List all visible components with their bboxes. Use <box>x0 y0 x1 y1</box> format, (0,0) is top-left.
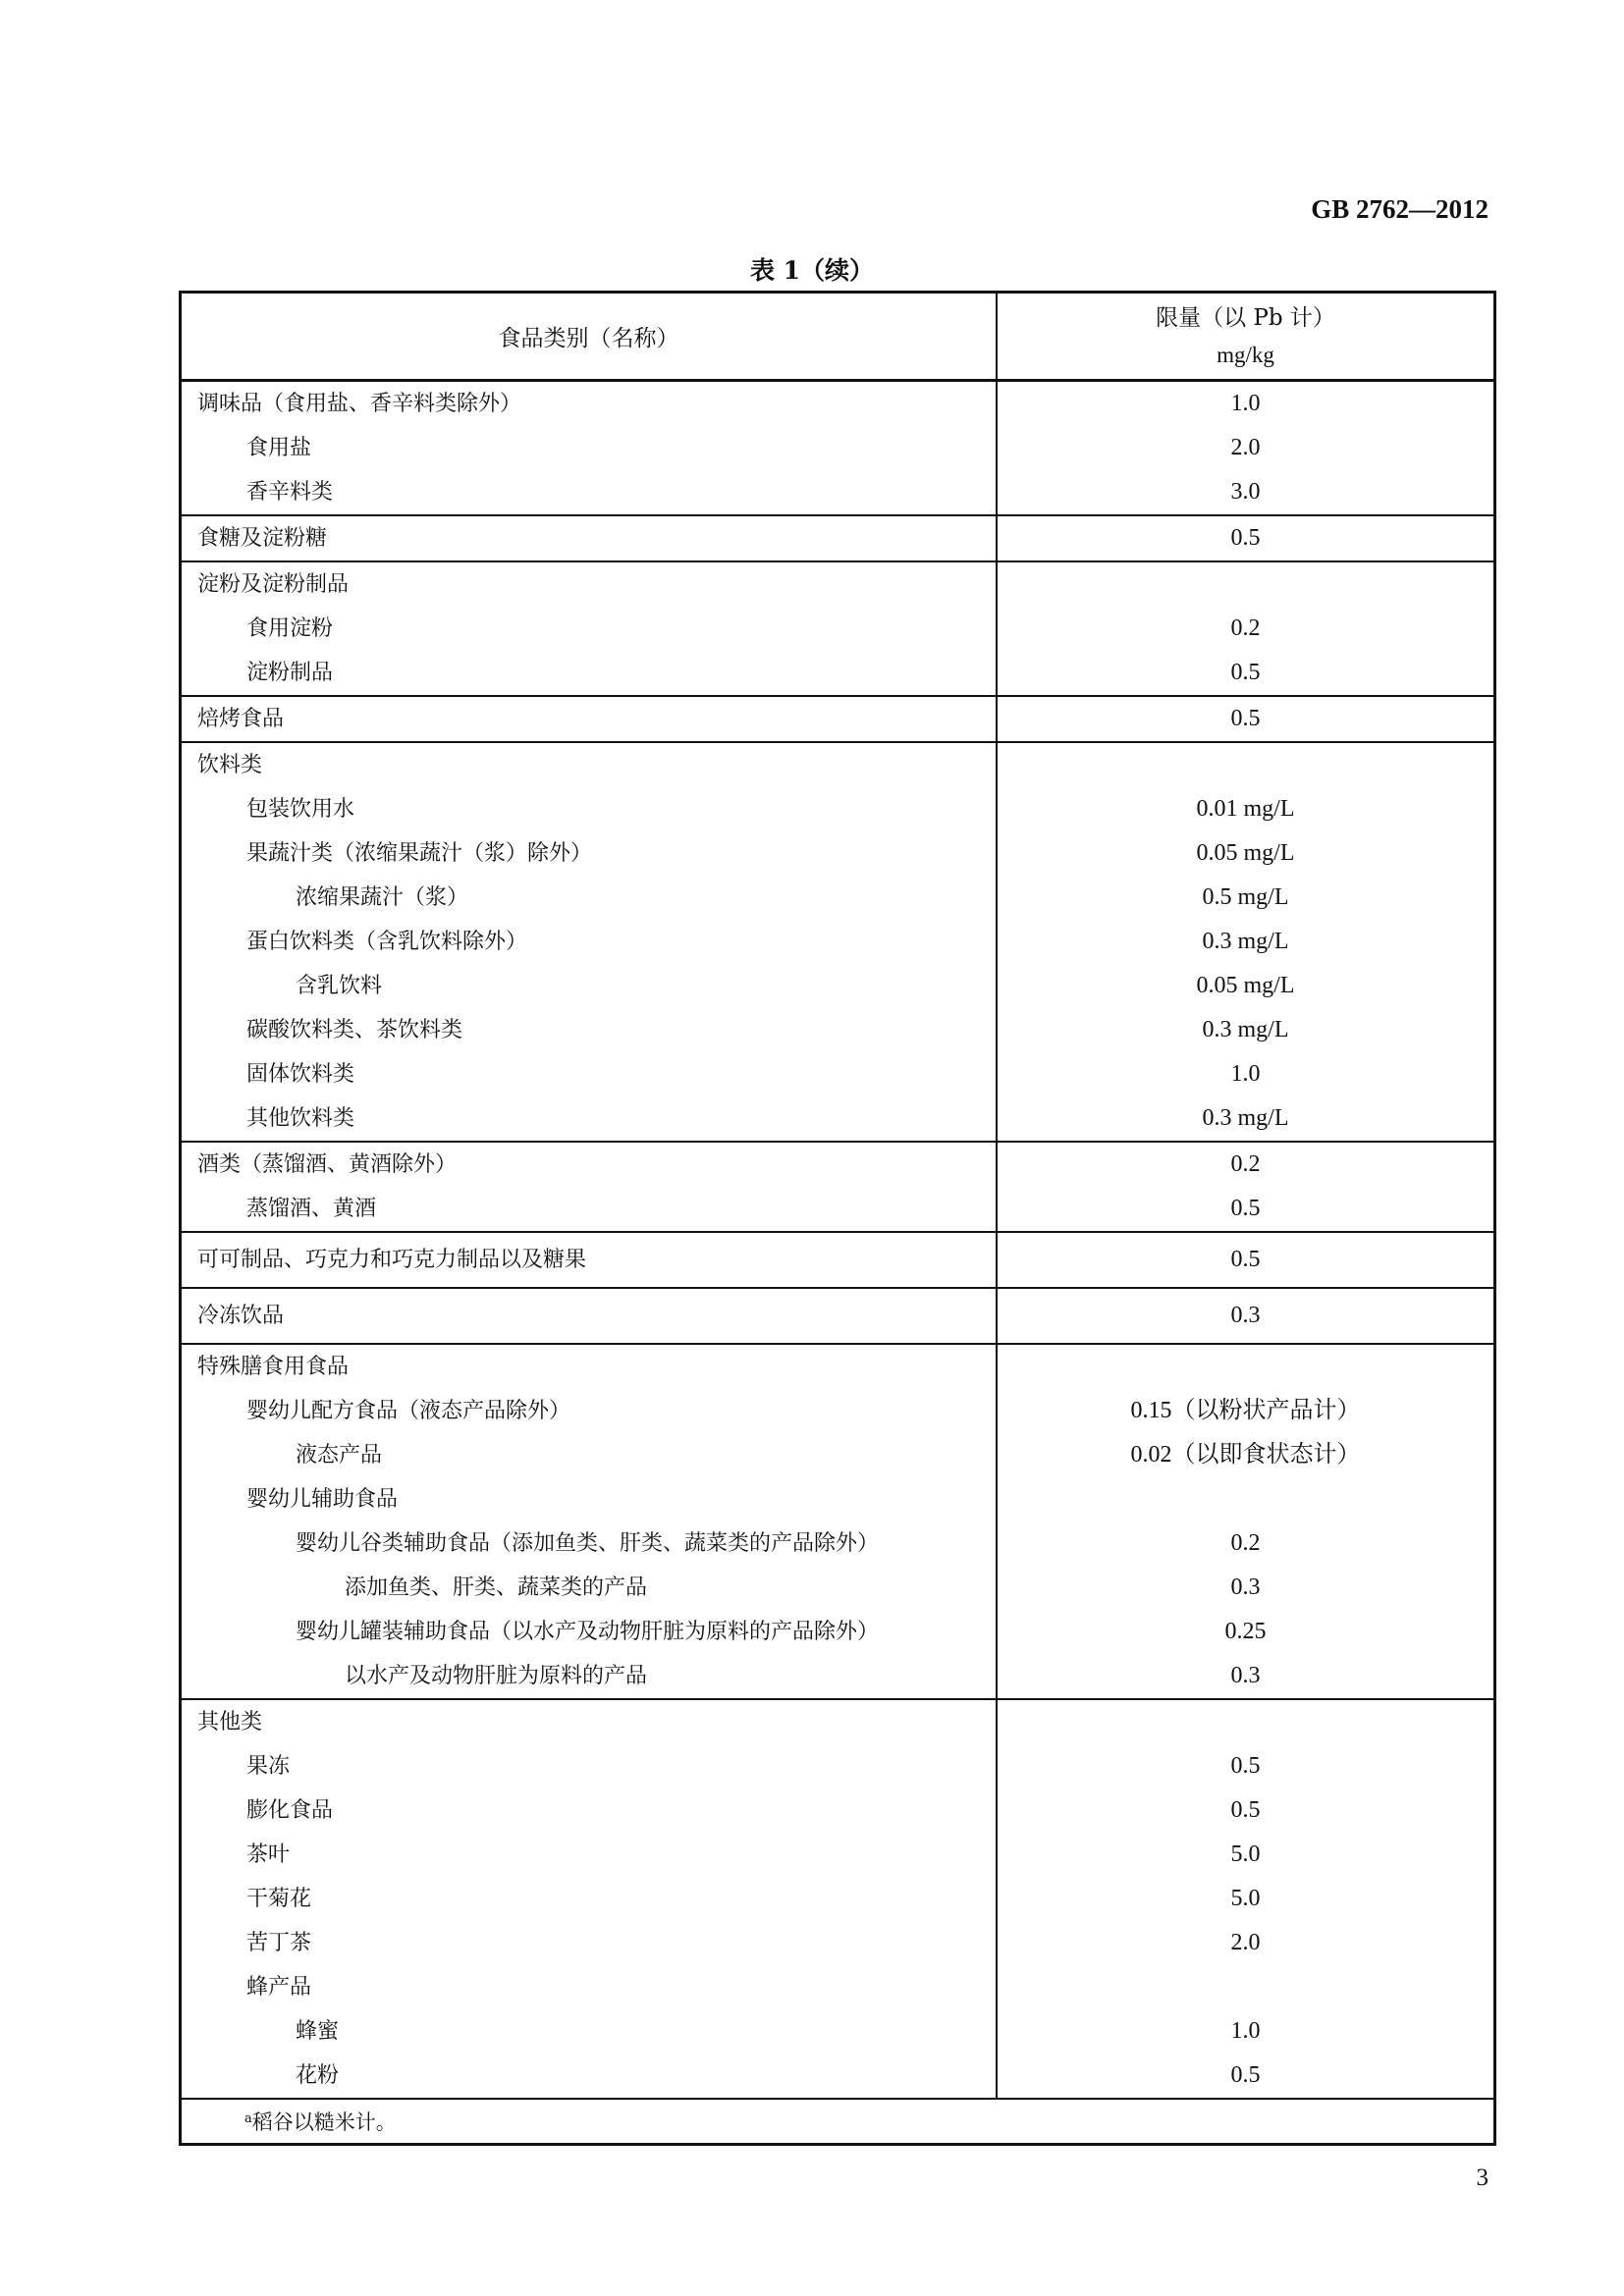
food-category: 蜂产品 <box>246 1975 312 2000</box>
table-row <box>181 1699 1495 1744</box>
table-group <box>181 696 1495 742</box>
table-row <box>181 1833 1495 1877</box>
limit-value: 2.0 <box>1230 435 1261 460</box>
food-category: 苦丁茶 <box>246 1931 312 1955</box>
table-row <box>181 742 1495 787</box>
limit-value: 0.3 mg/L <box>1202 1105 1289 1131</box>
limit-value: 0.05 mg/L <box>1196 840 1295 866</box>
limit-value: 0.2 <box>1230 1151 1261 1177</box>
limit-value: 0.5 <box>1230 2062 1261 2088</box>
table-group <box>181 561 1495 696</box>
food-category: 含乳饮料 <box>296 974 383 998</box>
food-category: 食用淀粉 <box>246 616 334 641</box>
food-category: 花粉 <box>296 2063 340 2088</box>
food-category: 蛋白饮料类（含乳饮料除外） <box>246 930 528 954</box>
limit-value: 0.3 <box>1230 1575 1261 1600</box>
food-category: 包装饮用水 <box>246 797 355 822</box>
limit-value: 0.3 <box>1230 1303 1261 1328</box>
header-limit-unit: mg/kg <box>1217 342 1274 367</box>
table-row <box>181 561 1495 607</box>
food-category: 食用盐 <box>246 436 312 460</box>
lead-limit-table <box>179 291 1496 2146</box>
food-category: 香辛料类 <box>246 480 334 505</box>
table-row <box>181 470 1495 515</box>
food-category: 可可制品、巧克力和巧克力制品以及糖果 <box>197 1248 587 1272</box>
food-category: 以水产及动物肝脏为原料的产品 <box>345 1664 648 1688</box>
food-category: 酒类（蒸馏酒、黄酒除外） <box>197 1152 458 1177</box>
table-row <box>181 1610 1495 1654</box>
food-category: 浓缩果蔬汁（浆） <box>296 885 469 910</box>
table-group <box>181 515 1495 561</box>
food-category: 婴幼儿罐装辅助食品（以水产及动物肝脏为原料的产品除外） <box>296 1620 880 1644</box>
page-number: 3 <box>1476 2164 1489 2191</box>
table-row <box>181 1965 1495 2009</box>
table-row <box>181 1389 1495 1433</box>
food-category: 果蔬汁类（浓缩果蔬汁（浆）除外） <box>246 841 593 866</box>
table-group <box>181 1142 1495 1232</box>
food-category: 淀粉制品 <box>246 661 334 685</box>
table-row <box>181 831 1495 876</box>
table-row <box>181 607 1495 651</box>
limit-value: 0.5 mg/L <box>1202 884 1289 910</box>
limit-value: 0.2 <box>1230 615 1261 641</box>
table-row <box>181 1566 1495 1610</box>
limit-value: 3.0 <box>1230 479 1261 505</box>
limit-value: 0.15（以粉状产品计） <box>1130 1398 1361 1423</box>
limit-value: 1.0 <box>1230 2018 1261 2044</box>
food-category: 焙烤食品 <box>197 707 285 731</box>
table-row <box>181 381 1495 427</box>
table-row <box>181 426 1495 470</box>
table-row <box>181 515 1495 561</box>
limit-value: 0.02（以即食状态计） <box>1130 1442 1361 1468</box>
standard-number: GB 2762—2012 <box>1311 194 1489 224</box>
footnote-row <box>181 2099 1495 2145</box>
limit-value <box>998 1477 1493 1522</box>
food-category: 固体饮料类 <box>246 1062 355 1087</box>
limit-value <box>998 1700 1493 1744</box>
limit-value <box>998 1965 1493 2009</box>
table-row <box>181 787 1495 831</box>
food-category: 特殊膳食用食品 <box>197 1355 350 1379</box>
food-category: 其他饮料类 <box>246 1106 355 1131</box>
table-row <box>181 1187 1495 1232</box>
table-row <box>181 1052 1495 1096</box>
table-title: 表 1（续） <box>749 256 875 285</box>
food-category: 碳酸饮料类、茶饮料类 <box>246 1018 463 1042</box>
food-category: 茶叶 <box>246 1842 291 1867</box>
table-row <box>181 1433 1495 1477</box>
limit-value: 5.0 <box>1230 1842 1261 1867</box>
table-row <box>181 1654 1495 1699</box>
food-category: 婴幼儿谷类辅助食品（添加鱼类、肝类、蔬菜类的产品除外） <box>296 1531 880 1556</box>
table-row <box>181 2054 1495 2099</box>
food-category: 食糖及淀粉糖 <box>197 526 328 551</box>
limit-value: 0.5 <box>1230 706 1261 731</box>
food-category: 膨化食品 <box>246 1798 334 1823</box>
food-category: 果冻 <box>246 1754 291 1779</box>
table-group <box>181 1232 1495 1288</box>
header-limit-title: 限量（以 Pb 计） <box>1156 304 1335 331</box>
table-row <box>181 876 1495 920</box>
table-row <box>181 651 1495 696</box>
limit-value: 0.5 <box>1230 1247 1261 1272</box>
limit-value: 0.2 <box>1230 1530 1261 1556</box>
limit-value: 0.5 <box>1230 1797 1261 1823</box>
table-row <box>181 1096 1495 1142</box>
limit-value: 0.5 <box>1230 525 1261 551</box>
table-row <box>181 1142 1495 1187</box>
limit-value: 0.3 mg/L <box>1202 1017 1289 1042</box>
food-category: 冷冻饮品 <box>197 1304 285 1328</box>
limit-value: 0.05 mg/L <box>1196 973 1295 998</box>
table-row <box>181 1288 1495 1344</box>
limit-value: 0.5 <box>1230 1753 1261 1779</box>
food-category: 婴幼儿配方食品（液态产品除外） <box>246 1399 571 1423</box>
footnote-mark: a <box>244 2111 252 2126</box>
limit-value: 2.0 <box>1230 1930 1261 1955</box>
food-category: 调味品（食用盐、香辛料类除外） <box>197 392 522 416</box>
table-group <box>181 381 1495 516</box>
table-row <box>181 1789 1495 1833</box>
table-group <box>181 1288 1495 1344</box>
table-row <box>181 964 1495 1008</box>
food-category: 干菊花 <box>246 1887 312 1911</box>
table-row <box>181 1477 1495 1522</box>
table-row <box>181 2009 1495 2054</box>
header-limit <box>997 293 1495 381</box>
limit-value <box>998 562 1493 607</box>
table-row <box>181 1522 1495 1566</box>
limit-value: 0.3 <box>1230 1663 1261 1688</box>
limit-value <box>998 743 1493 787</box>
food-category: 蜂蜜 <box>296 2019 340 2044</box>
table-header <box>181 293 1495 381</box>
food-category: 蒸馏酒、黄酒 <box>246 1197 377 1221</box>
table-row <box>181 696 1495 742</box>
table-row <box>181 1877 1495 1921</box>
limit-value: 5.0 <box>1230 1886 1261 1911</box>
footnote <box>181 2099 1495 2145</box>
table-group <box>181 1699 1495 2099</box>
limit-value: 0.3 mg/L <box>1202 929 1289 954</box>
table-group <box>181 1344 1495 1699</box>
table-row <box>181 1008 1495 1052</box>
food-category: 婴幼儿辅助食品 <box>246 1487 399 1512</box>
footnote-text: 稻谷以糙米计。 <box>251 2110 397 2134</box>
limit-value: 1.0 <box>1230 391 1261 416</box>
table-row <box>181 1344 1495 1389</box>
food-category: 液态产品 <box>296 1443 383 1468</box>
table-row <box>181 920 1495 964</box>
table-row <box>181 1921 1495 1965</box>
table-row <box>181 1232 1495 1288</box>
limit-value: 0.01 mg/L <box>1196 796 1295 822</box>
limit-value: 0.5 <box>1230 660 1261 685</box>
food-category: 其他类 <box>197 1710 263 1735</box>
header-category: 食品类别（名称） <box>181 293 998 381</box>
food-category: 添加鱼类、肝类、蔬菜类的产品 <box>345 1575 648 1600</box>
limit-value: 0.25 <box>1224 1619 1267 1644</box>
limit-value: 1.0 <box>1230 1061 1261 1087</box>
limit-value: 0.5 <box>1230 1196 1261 1221</box>
limit-value <box>998 1345 1493 1389</box>
table-group <box>181 742 1495 1142</box>
food-category: 淀粉及淀粉制品 <box>197 572 350 597</box>
food-category: 饮料类 <box>197 753 263 777</box>
table-row <box>181 1744 1495 1789</box>
